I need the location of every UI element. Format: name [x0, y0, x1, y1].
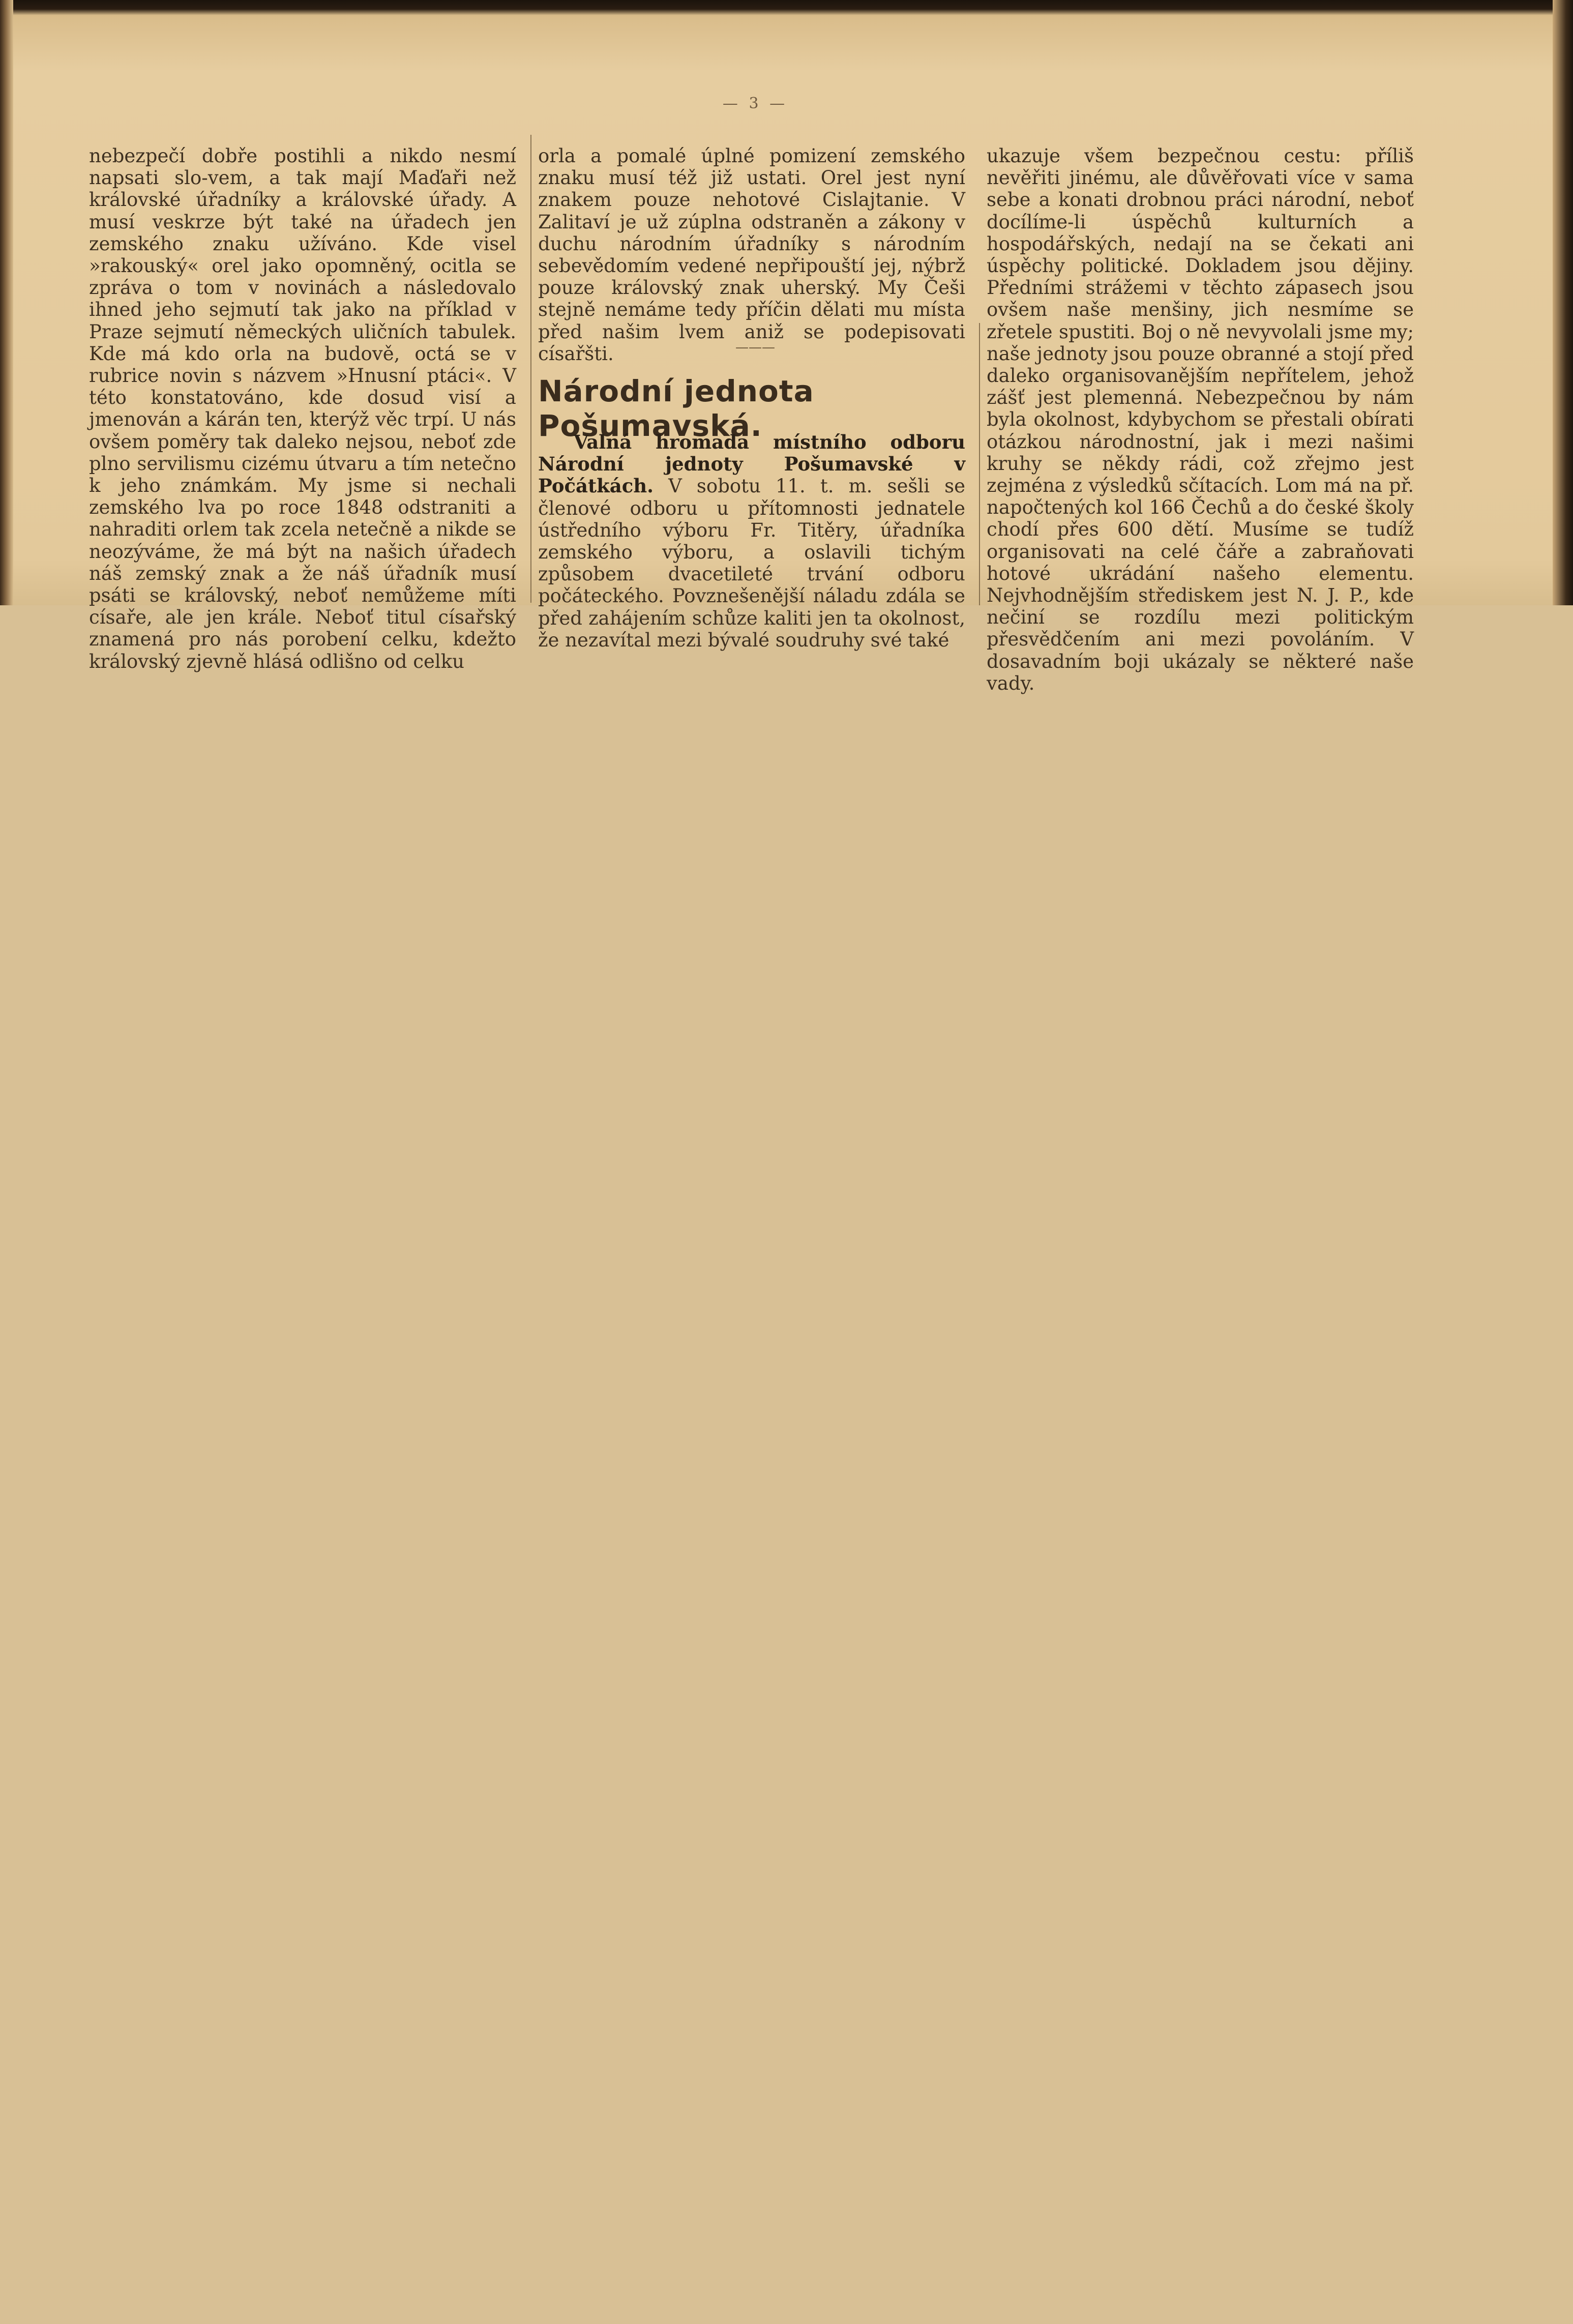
article-lead: Valná hromada místního odboru Národní jednoty Pošumavské v Počátkách. [538, 431, 965, 497]
column-divider-2 [979, 323, 980, 605]
column-right [987, 145, 1414, 694]
column-divider-1 [530, 135, 531, 603]
page-left-edge [0, 0, 13, 605]
column-right-text: ukazuje všem bezpečnou cestu: příliš nevěřiti jinému, ale důvěřovati více v sama sebe a konati drobnou práci národní, neboť docílíme-li úspěchů kulturních a hospodářských, nedají na se čekati ani úspěchy politické. Dokladem jsou dějiny. Předními strážemi v těchto zápasech jsou ovšem naše menšiny, jich nesmíme se zřetele spustiti. Boj o ně nevyvolali jsme my; naše jednoty jsou pouze obranné a stojí před daleko organisovanějším nepřítelem, jehož zášť jest plemenná. Nebezpečnou by nám byla okolnost, kdybychom se přestali obírati otázkou národnostní, jak i mezi našimi kruhy se někdy rádi, což zřejmo jest zejména z výsledků sčítacích. Lom má na př. napočtených kol 166 Čechů a do české školy chodí přes 600 dětí. Musíme se tudíž organisovati na celé čáře a zabraňovati hotové ukrádání našeho elementu. Nejvhodnějším střediskem jest N. J. P., kde nečiní se rozdílu mezi politickým přesvědčením ani mezi povoláním. V dosavadním boji ukázaly se některé naše vady. [987, 145, 1414, 694]
section-heading: Národní jednota Pošumavská. [538, 374, 814, 443]
column-middle-top-text: orla a pomalé úplné pomizení zemského znaku musí též již ustati. Orel jest nyní znakem pouze nehotové Cislajtanie. V Zalitaví je už zúplna odstraněn a zákony v duchu národním úřadníky s národním sebevědomím vedené nepřipouští jej, nýbrž pouze královský znak uherský. My Češi stejně nemáme tedy příčin dělati mu místa před našim lvem aniž se podepisovati císařšti. [538, 145, 965, 365]
column-middle-article [538, 431, 966, 651]
page-right-edge [1553, 0, 1573, 605]
separator-ornament: ——— [735, 340, 775, 355]
newspaper-page-scan [0, 0, 1573, 694]
article-paragraph [538, 431, 965, 651]
column-left-text: nebezpečí dobře postihli a nikdo nesmí napsati slo-vem, a tak mají Maďaři než královské úřadníky a královské úřady. A musí veskrze být také na úřadech jen zemského znaku užíváno. Kde visel »rakouský« orel jako opomněný, ocitla se zpráva o tom v novinách a následovalo ihned jeho sejmutí tak jako na příklad v Praze sejmutí německých uličních tabulek. Kde má kdo orla na budově, octá se v rubrice novin s názvem »Hnusní ptáci«. V této konstatováno, kde dosud visí a jmenován a kárán ten, kterýž věc trpí. U nás ovšem poměry tak daleko nejsou, neboť zde plno servilismu cizému útvaru a tím netečno k jeho známkám. My jsme si nechali zemského lva po roce 1848 odstraniti a nahraditi orlem tak zcela netečně a nikde se neozýváme, že má být na našich úřadech náš zemský znak a že náš úřadník musí psáti se královský, neboť nemůžeme míti císaře, ale jen krále. Neboť titul císařský znamená pro nás porobení celku, kdežto královský zjevně hlásá odlišno od celku [89, 145, 516, 672]
column-middle-top [538, 145, 965, 365]
page-number: — 3 — [722, 95, 788, 112]
column-left [89, 145, 516, 672]
article-text: V sobotu 11. t. m. sešli se členové odboru u přítomnosti jednatele ústředního výboru Fr. Titěry, úřadníka zemského výboru, a oslavili tichým způsobem dvacetileté trvání odboru počáteckého. Povznešenější náladu zdála se před zahájením schůze kaliti jen ta okolnost, že nezavítal mezi bývalé soudruhy své také [538, 475, 966, 651]
